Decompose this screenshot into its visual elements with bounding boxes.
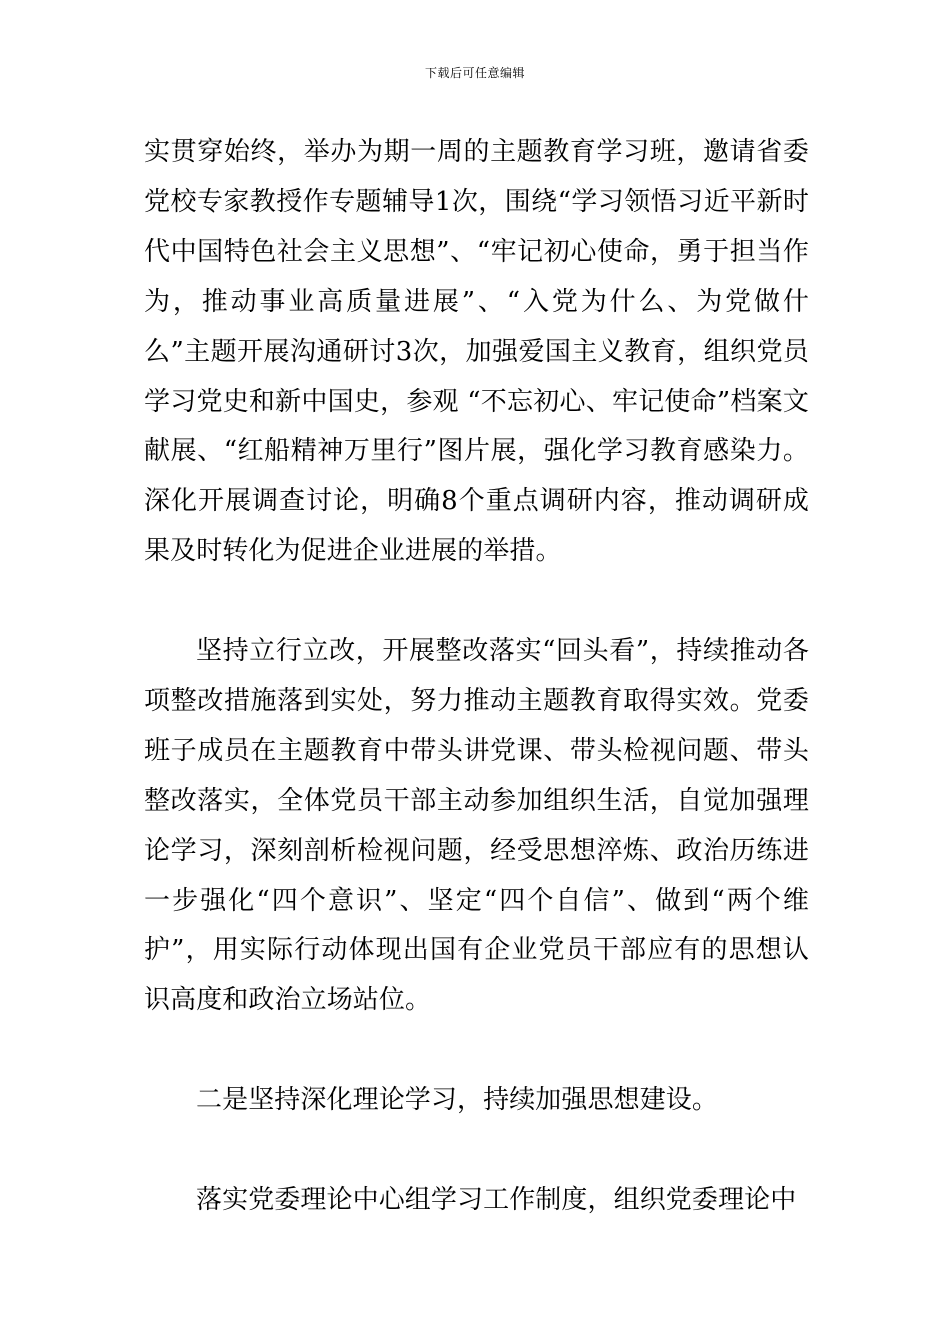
document-body [144,128,809,1226]
paragraph-2: 坚持立行立改，开展整改落实“回头看”，持续推动各项整改措施落到实处，努力推动主题教育取得实效。党委班子成员在主题教育中带头讲党课、带头检视问题、带头整改落实，全体党员干部主动参加组织生活，自觉加强理论学习，深刻剖析检视问题，经受思想淬炼、政治历练进一步强化“四个意识”、坚定“四个自信”、做到“两个维护”，用实际行动体现出国有企业党员干部应有的思想认识高度和政治立场站位。 [144,636,809,1016]
paragraph-gap [144,1126,809,1176]
header-note: 下载后可任意编辑 [424,66,525,80]
paragraph-gap [144,577,809,627]
paragraph-gap [144,1026,809,1076]
paragraph-1: 实贯穿始终，举办为期一周的主题教育学习班，邀请省委党校专家教授作专题辅导1次，围绕“学习领悟习近平新时代中国特色社会主义思想”、“牢记初心使命，勇于担当作为，推动事业高质量进展”、“入党为什么、为党做什么”主题开展沟通研讨3次，加强爱国主义教育，组织党员学习党史和新中国史，参观 “不忘初心、牢记使命”档案文献展、“红船精神万里行”图片展，强化学习教育感染力。深化开展调查讨论，明确8个重点调研内容，推动调研成果及时转化为促进企业进展的举措。 [144,137,809,567]
section-heading: 二是坚持深化理论学习，持续加强思想建设。 [196,1085,719,1116]
paragraph-3: 落实党委理论中心组学习工作制度，组织党委理论中 [196,1184,797,1215]
